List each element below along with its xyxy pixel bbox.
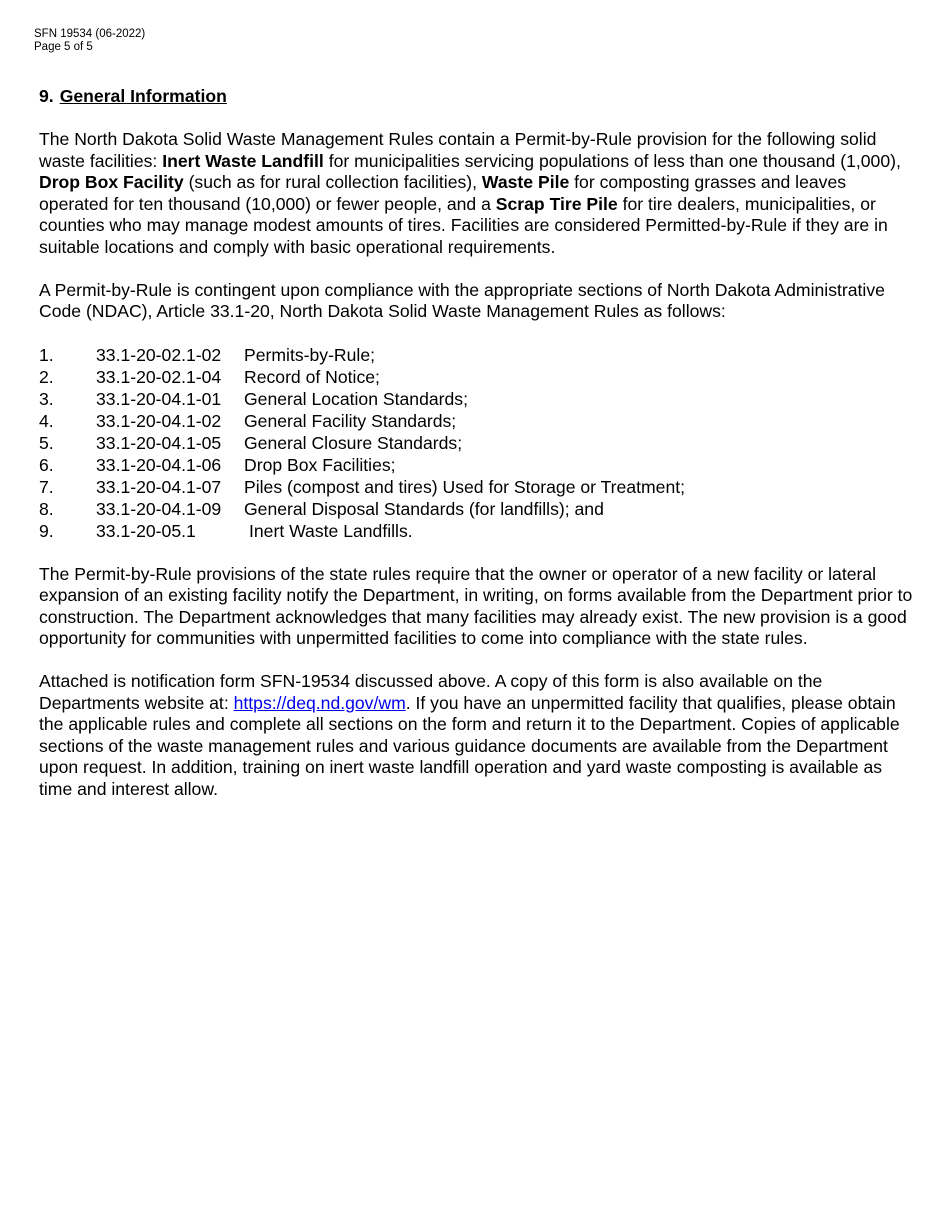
rule-item	[39, 366, 919, 388]
text-run: The North Dakota Solid Waste Management Rules contain a Permit-by-Rule provision for the following solid waste facilities:	[39, 129, 877, 171]
form-id: SFN 19534 (06-2022)	[34, 28, 146, 40]
text-run: (such as for rural collection facilities),	[183, 172, 482, 192]
rule-number: 2.	[39, 367, 54, 387]
rule-number: 8.	[39, 499, 54, 519]
term-waste-pile: Waste Pile	[481, 172, 570, 192]
document-body	[39, 86, 919, 822]
rule-code: 33.1-20-02.1-02	[96, 345, 222, 365]
rule-number: 1.	[39, 345, 54, 365]
rule-number: 6.	[39, 455, 54, 475]
rule-code: 33.1-20-04.1-02	[96, 411, 222, 431]
rule-description: Piles (compost and tires) Used for Storage or Treatment;	[244, 477, 686, 497]
rule-description: General Facility Standards;	[244, 411, 457, 431]
rule-item	[39, 498, 919, 520]
rule-item	[39, 344, 919, 366]
rule-item	[39, 520, 919, 542]
rule-number: 3.	[39, 389, 54, 409]
rule-description: Permits-by-Rule;	[244, 345, 375, 365]
rule-code: 33.1-20-04.1-09	[96, 499, 222, 519]
rule-item	[39, 410, 919, 432]
term-scrap-tire-pile: Scrap Tire Pile	[495, 193, 618, 214]
rule-code: 33.1-20-04.1-07	[96, 477, 222, 497]
page-number: Page 5 of 5	[34, 41, 93, 53]
intro-paragraph	[39, 129, 919, 258]
section-heading	[39, 86, 919, 108]
rule-number: 5.	[39, 433, 54, 453]
rule-item	[39, 476, 919, 498]
rule-code: 33.1-20-05.1	[96, 521, 196, 541]
rule-number: 7.	[39, 477, 54, 497]
rule-description: General Location Standards;	[244, 389, 468, 409]
compliance-paragraph: A Permit-by-Rule is contingent upon compliance with the appropriate sections of North Dakota Administrative Code (NDAC), Article 33.1-20, North Dakota Solid Waste Management Rules as follows:	[39, 279, 885, 321]
section-title: General Information	[59, 86, 227, 106]
attachment-paragraph	[39, 671, 919, 800]
rule-code: 33.1-20-04.1-06	[96, 455, 222, 475]
rule-item	[39, 388, 919, 410]
term-inert-waste-landfill: Inert Waste Landfill	[162, 150, 324, 171]
rules-list	[39, 344, 919, 542]
notification-paragraph: The Permit-by-Rule provisions of the state rules require that the owner or operator of a new facility or lateral expansion of an existing facility notify the Department, in writing, on forms available from the Department prior to construction. The Department acknowledges that many facilities may already exist. The new provision is a good opportunity for communities with unpermitted facilities to come into compliance with the state rules.	[39, 563, 913, 648]
rule-code: 33.1-20-02.1-04	[96, 367, 222, 387]
rule-description: Inert Waste Landfills.	[249, 521, 413, 541]
rule-item	[39, 454, 919, 476]
text-run: for tire dealers, municipalities, or counties who may manage modest amounts of tires. Facilities are considered Permitted-by-Rule if they are in suitable locations and comply with basic operational requirements.	[39, 193, 888, 257]
rule-code: 33.1-20-04.1-01	[96, 389, 222, 409]
section-number: 9.	[39, 86, 54, 106]
term-drop-box-facility: Drop Box Facility	[39, 172, 184, 192]
rule-description: General Disposal Standards (for landfills); and	[244, 499, 604, 519]
text-run: Attached is notification form SFN-19534 discussed above. A copy of this form is also available on the Departments website at:	[39, 671, 823, 713]
rule-description: Record of Notice;	[244, 367, 380, 387]
rule-description: General Closure Standards;	[244, 433, 463, 453]
text-run: for composting grasses and leaves operated for ten thousand (10,000) or fewer people, and a	[39, 172, 847, 214]
rule-code: 33.1-20-04.1-05	[96, 433, 222, 453]
text-run: for municipalities servicing populations of less than one thousand (1,000),	[323, 150, 901, 171]
rule-item	[39, 432, 919, 454]
text-run: . If you have an unpermitted facility that qualifies, please obtain the applicable rules and complete all sections on the form and return it to the Department. Copies of applicable sections of the waste management rules and various guidance documents are available from the Department upon request. In addition, training on inert waste landfill operation and yard waste composting is available as time and interest allow.	[39, 692, 900, 799]
rule-number: 4.	[39, 411, 54, 431]
page-header	[34, 28, 145, 54]
rule-description: Drop Box Facilities;	[244, 455, 396, 475]
rule-number: 9.	[39, 521, 54, 541]
website-link[interactable]: https://deq.nd.gov/wm	[233, 692, 406, 713]
